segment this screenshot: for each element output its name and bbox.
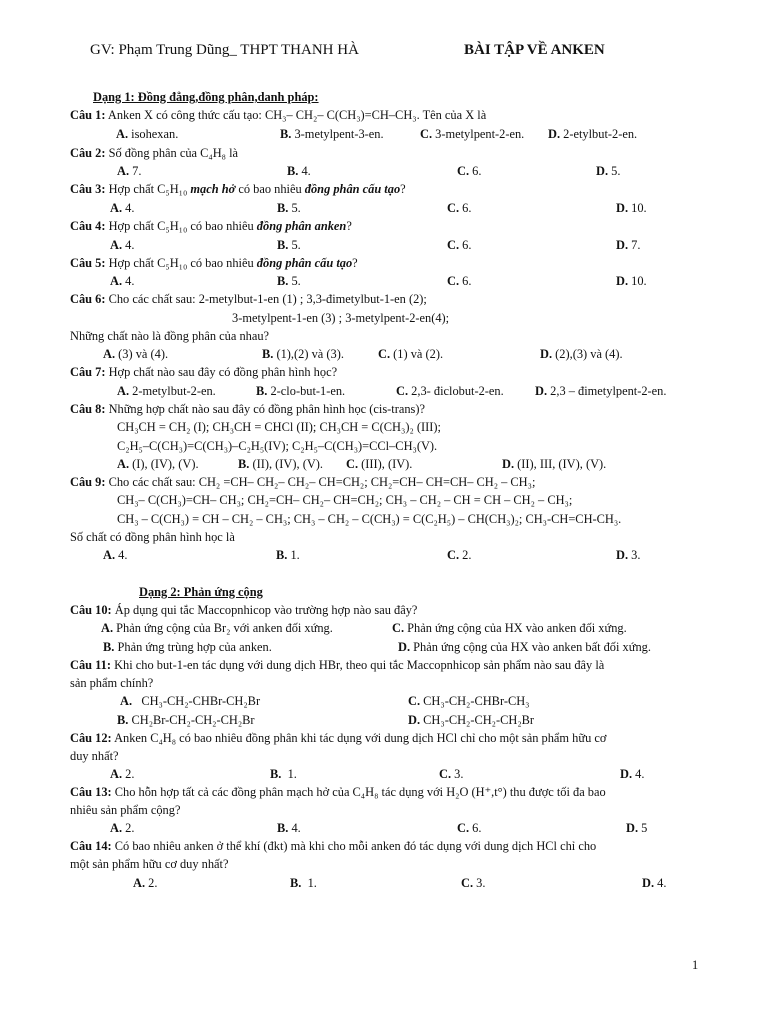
q14-option-c: C. 3. xyxy=(461,876,486,890)
q9-line-2: CH₃– C(CH₃)=CH– CH₃; CH₂=CH– CH₂– CH=CH₂; CH₃ – CH₂ – CH = CH – CH₂ – CH₃; xyxy=(117,493,573,507)
q8-option-d: D. (II), III, (IV), (V). xyxy=(502,457,607,471)
q12-option-d: D. 4. xyxy=(620,767,645,781)
q6-line-2: 3-metylpent-1-en (3) ; 3-metylpent-2-en(4); xyxy=(232,311,450,325)
question-6: Câu 6: Cho các chất sau: 2-metylbut-1-en (1) ; 3,3-đimetylbut-1-en (2); xyxy=(70,292,427,306)
section-2-title: Dạng 2: Phản ứng cộng xyxy=(139,585,263,599)
q12-option-a: A. 2. xyxy=(110,767,135,781)
q4-option-b: B. 5. xyxy=(277,238,301,252)
q8-option-c: C. (III), (IV). xyxy=(346,457,413,471)
q12-option-c: C. 3. xyxy=(439,767,464,781)
q3-option-d: D. 10. xyxy=(616,201,647,215)
q2-option-d: D. 5. xyxy=(596,164,621,178)
q13-option-b: B. 4. xyxy=(277,821,301,835)
question-1 xyxy=(70,107,486,123)
q9-line-4: Số chất có đồng phân hình học là xyxy=(70,530,235,544)
q13-option-c: C. 6. xyxy=(457,821,482,835)
q13-option-d: D. 5 xyxy=(626,821,648,835)
q7-option-a: A. 2-metylbut-2-en. xyxy=(117,384,216,398)
q3-option-c: C. 6. xyxy=(447,201,472,215)
q11-line-2: sản phẩm chính? xyxy=(70,676,154,690)
question-12: Câu 12: Anken C₄H₈ có bao nhiêu đồng phân khi tác dụng với dung dịch HCl chỉ cho một sản phẩm hữu cơ xyxy=(70,731,607,745)
q12-option-b: B. 1. xyxy=(270,767,297,781)
q1-option-c: C. 3-metylpent-2-en. xyxy=(420,127,525,141)
question-10: Câu 10: Áp dụng qui tắc Maccopnhicop vào trường hợp nào sau đây? xyxy=(70,603,418,617)
q14-option-a: A. 2. xyxy=(133,876,158,890)
question-2: Câu 2: Số đồng phân của C₄H₈ là xyxy=(70,146,239,160)
q10-option-c: C. Phản ứng cộng của HX vào anken đối xứng. xyxy=(392,621,627,635)
q9-option-b: B. 1. xyxy=(276,548,300,562)
q5-option-c: C. 6. xyxy=(447,274,472,288)
q11-option-a: A. CH₃-CH₂-CHBr-CH₂Br xyxy=(120,694,261,708)
question-4: Câu 4: Hợp chất C₅H₁₀ có bao nhiêu đồng phân anken? xyxy=(70,219,352,233)
q7-option-b: B. 2-clo-but-1-en. xyxy=(256,384,346,398)
question-label: Câu 1: xyxy=(70,108,106,122)
q1-option-d: D. 2-etylbut-2-en. xyxy=(548,127,638,141)
q4-option-c: C. 6. xyxy=(447,238,472,252)
q9-line-3: CH₃ – C(CH₃) = CH – CH₂ – CH₃; CH₃ – CH₂ – C(CH₃) = C(C₂H₅) – CH(CH₃)₂; CH₃-CH=CH-CH₃. xyxy=(117,512,622,526)
q12-line-2: duy nhất? xyxy=(70,749,119,763)
q6-option-d: D. (2),(3) và (4). xyxy=(540,347,623,361)
q5-option-a: A. 4. xyxy=(110,274,135,288)
q7-option-c: C. 2,3- điclobut-2-en. xyxy=(396,384,504,398)
question-5: Câu 5: Hợp chất C₅H₁₀ có bao nhiêu đồng phân cấu tạo? xyxy=(70,256,358,270)
q9-option-d: D. 3. xyxy=(616,548,641,562)
q4-option-a: A. 4. xyxy=(110,238,135,252)
q11-option-b: B. CH₂Br-CH₂-CH₂-CH₂Br xyxy=(117,713,255,727)
q3-option-b: B. 5. xyxy=(277,201,301,215)
q8-compounds-line-2: C₂H₅–C(CH₃)=C(CH₃)–C₂H₅(IV); C₂H₅–C(CH₃)=CCl–CH₃(V). xyxy=(117,439,438,453)
q8-option-a: A. (I), (IV), (V). xyxy=(117,457,199,471)
q13-line-2: nhiêu sản phẩm cộng? xyxy=(70,803,181,817)
q11-option-d: D. CH₃-CH₂-CH₂-CH₂Br xyxy=(408,713,535,727)
page-number: 1 xyxy=(692,958,699,972)
q6-option-a: A. (3) và (4). xyxy=(103,347,169,361)
q11-option-c: C. CH₃-CH₂-CHBr-CH₃ xyxy=(408,694,530,708)
q4-option-d: D. 7. xyxy=(616,238,641,252)
q6-option-b: B. (1),(2) và (3). xyxy=(262,347,344,361)
q10-option-a: A. Phản ứng cộng của Br₂ với anken đối xứng. xyxy=(101,621,333,635)
question-14: Câu 14: Có bao nhiêu anken ở thể khí (đkt) mà khi cho mỗi anken đó tác dụng với dung dịch HCl chỉ cho xyxy=(70,839,597,853)
q1-option-a: A. isohexan. xyxy=(116,127,179,141)
q14-option-b: B. 1. xyxy=(290,876,317,890)
q10-option-b: B. Phản ứng trùng hợp của anken. xyxy=(103,640,272,654)
q10-option-d: D. Phản ứng cộng của HX vào anken bất đối xứng. xyxy=(398,640,651,654)
question-text: Anken X có công thức cấu tạo: CH₃– CH₂– C(CH₃)=CH–CH₃. Tên của X là xyxy=(107,108,487,122)
q9-option-c: C. 2. xyxy=(447,548,472,562)
question-7: Câu 7: Hợp chất nào sau đây có đồng phân hình học? xyxy=(70,365,338,379)
q8-option-b: B. (II), (IV), (V). xyxy=(238,457,324,471)
q5-option-d: D. 10. xyxy=(616,274,647,288)
q13-option-a: A. 2. xyxy=(110,821,135,835)
q5-option-b: B. 5. xyxy=(277,274,301,288)
q6-line-3: Những chất nào là đồng phân của nhau? xyxy=(70,329,270,343)
q14-option-d: D. 4. xyxy=(642,876,667,890)
author-header: GV: Phạm Trung Dũng_ THPT THANH HÀ xyxy=(90,42,359,58)
q14-line-2: một sản phẩm hữu cơ duy nhất? xyxy=(70,857,229,871)
q2-option-a: A. 7. xyxy=(117,164,142,178)
question-3: Câu 3: Hợp chất C₅H₁₀ mạch hở có bao nhiêu đồng phân cấu tạo? xyxy=(70,182,406,196)
q6-option-c: C. (1) và (2). xyxy=(378,347,444,361)
q8-compounds-line-1: CH₃CH = CH₂ (I); CH₃CH = CHCl (II); CH₃CH = C(CH₃)₂ (III); xyxy=(117,420,441,434)
question-13: Câu 13: Cho hỗn hợp tất cả các đồng phân mạch hở của C₄H₈ tác dụng với H₂O (H⁺,t°) thu được tối đa bao xyxy=(70,785,606,799)
q2-option-b: B. 4. xyxy=(287,164,311,178)
section-1-title: Dạng 1: Đồng đẳng,đồng phân,danh pháp: xyxy=(93,90,319,104)
q7-option-d: D. 2,3 – đimetylpent-2-en. xyxy=(535,384,667,398)
question-8: Câu 8: Những hợp chất nào sau đây có đồng phân hình học (cis-trans)? xyxy=(70,402,425,416)
question-11: Câu 11: Khi cho but-1-en tác dụng với dung dịch HBr, theo qui tắc Maccopnhicop sản phẩm nào sau đây là xyxy=(70,658,605,672)
q2-option-c: C. 6. xyxy=(457,164,482,178)
worksheet-title: BÀI TẬP VỀ ANKEN xyxy=(464,42,605,58)
q3-option-a: A. 4. xyxy=(110,201,135,215)
q9-option-a: A. 4. xyxy=(103,548,128,562)
q1-option-b: B. 3-metylpent-3-en. xyxy=(280,127,384,141)
question-9: Câu 9: Cho các chất sau: CH₂ =CH– CH₂– CH₂– CH=CH₂; CH₂=CH– CH=CH– CH₂ – CH₃; xyxy=(70,475,536,489)
